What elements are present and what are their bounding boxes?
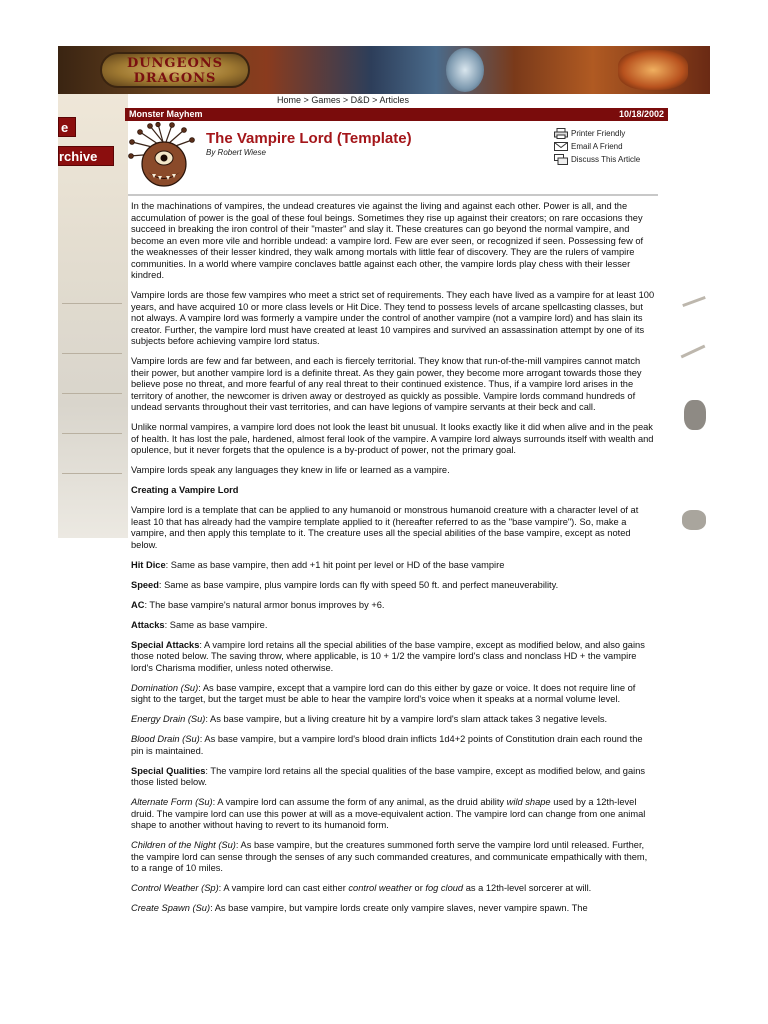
article-date: 10/18/2002 (618, 109, 664, 119)
stat-text: : The base vampire's natural armor bonus improves by +6. (144, 599, 385, 610)
ability-children-night (131, 840, 657, 875)
stat-text: : Same as base vampire. (164, 619, 268, 630)
breadcrumb-dnd-link[interactable]: D&D (350, 95, 370, 105)
stat-text: : Same as base vampire, plus vampire lords can fly with speed 50 ft. and perfect maneuverability. (158, 579, 559, 590)
article-byline: By Robert Wiese (206, 148, 266, 157)
logo-text-top: DUNGEONS (126, 56, 224, 71)
ability-create-spawn (131, 903, 657, 915)
banner-face-art (446, 48, 484, 92)
right-background-art (680, 250, 710, 570)
ability-alternate-form (131, 797, 657, 832)
left-nav-button-home[interactable]: e (58, 117, 76, 137)
creating-heading (131, 485, 657, 497)
ability-domination (131, 683, 657, 706)
section-header-bar (125, 108, 668, 121)
ability-energy-drain (131, 714, 657, 726)
left-nav-button-archive[interactable]: rchive (58, 146, 114, 166)
banner-beast-art (618, 50, 688, 90)
ability-text: : As base vampire, but vampire lords create only vampire slaves, never vampire spawn. The (210, 903, 588, 913)
breadcrumb-separator: > (342, 95, 349, 105)
stat-text: : A vampire lord retains all the special abilities of the base vampire, except as modified below, and also gains those noted below. The saving throw, where applicable, is 10 + 1/2 the vampire lord's class and nonclass HD + the vampire lord's Charisma modifier, unless noted otherwise. (131, 639, 645, 673)
ability-text: : As base vampire, but a vampire lord's blood drain inflicts 1d4+2 points of Constitution drain each round the pin is maintained. (131, 734, 643, 756)
stat-label: Attacks (131, 619, 165, 630)
ability-italic: control weather (348, 883, 412, 893)
stat-label: Special Attacks (131, 639, 200, 650)
article-body (131, 201, 657, 923)
stat-special-qualities (131, 766, 657, 789)
printer-friendly-link[interactable] (554, 128, 640, 141)
creating-paragraph: Vampire lord is a template that can be applied to any humanoid or monstrous humanoid creature with a character level of at least 10 that has already had the vampire template applied to it (hereafter referred to as the "base vampire"). So, make a vampire, and then apply this template to it. The creature uses all the special abilities of the base vampire, except as noted below. (131, 505, 639, 550)
discussion-icon (554, 154, 568, 165)
ability-text: : As base vampire, but a living creature hit by a vampire lord's slam attack takes 3 negative levels. (205, 714, 608, 724)
section-title: Monster Mayhem (129, 109, 203, 119)
ability-text: : As base vampire, except that a vampire lord can do this either by gaze or voice. It does not require line of sight to the target, but the target must be able to hear the vampire lord's voice when it speaks at a normal volume level. (131, 682, 636, 704)
envelope-icon (554, 141, 568, 152)
article-title: The Vampire Lord (Template) (206, 130, 412, 147)
logo-text-bottom: DRAGONS (133, 71, 217, 86)
title-divider (128, 194, 658, 196)
creating-heading-text: Creating a Vampire Lord (131, 485, 239, 495)
article-paragraph: Vampire lords speak any languages they knew in life or learned as a vampire. (131, 465, 450, 475)
ability-label: Alternate Form (Su) (131, 797, 213, 807)
stat-ac (131, 600, 657, 612)
discuss-article-link[interactable] (554, 154, 640, 167)
discuss-article-label[interactable]: Discuss This Article (571, 155, 641, 164)
stat-attacks (131, 620, 657, 632)
article-tools (554, 128, 640, 167)
ability-label: Create Spawn (Su) (131, 903, 211, 913)
article-paragraph: Vampire lords are those few vampires who meet a strict set of requirements. They each have lived as a vampire for at least 100 years, and have acquired 10 or more class levels or Hit Dice. They tend to possess levels of arcane spellcasting classes, but not always. A vampire lord was formerly a vampire under the control of another vampire (not a vampire lord) and has slain its creator. Further, the vampire lord must have created at least 10 vampires and survived an assassination attempt by one of its subjects before achieving vampire lord status. (131, 290, 655, 346)
stat-label: AC (131, 599, 145, 610)
beholder-illustration (128, 122, 198, 192)
ability-text: as a 12th-level sorcerer at will. (463, 883, 592, 893)
ability-label: Control Weather (Sp) (131, 883, 219, 893)
ability-label: Children of the Night (Su) (131, 840, 236, 850)
ability-text: or (411, 883, 426, 893)
breadcrumb-separator: > (372, 95, 378, 105)
breadcrumb-articles-link[interactable]: Articles (379, 95, 409, 105)
stat-hit-dice (131, 560, 657, 572)
site-banner[interactable] (58, 46, 710, 94)
article-paragraph: Unlike normal vampires, a vampire lord does not look the least bit unusual. It looks exactly like it did when alive and in the peak of health. It has lost the pale, hardened, almost feral look of the vampire. A vampire lord always surrounds itself with wealth and opulence, but it never forgets that the opulence is a by-product of power, not the primary goal. (131, 422, 654, 455)
ability-text: : A vampire lord can cast either (218, 883, 349, 893)
stat-text: : The vampire lord retains all the special qualities of the base vampire, except as modified below, and gains those listed below. (131, 765, 646, 787)
stat-speed (131, 580, 657, 592)
ability-italic: wild shape (506, 797, 551, 807)
ability-blood-drain (131, 734, 657, 757)
ability-control-weather (131, 883, 657, 895)
ability-text: used by a 12th-level druid. The vampire lord can use this power at will as a move-equivalent action. The vampire lord can change from one animal shape to another without having to revert to its humanoid form. (131, 797, 646, 830)
breadcrumb-home-link[interactable]: Home (277, 95, 302, 105)
ability-label: Energy Drain (Su) (131, 714, 206, 724)
stat-label: Speed (131, 579, 159, 590)
stat-label: Hit Dice (131, 559, 166, 570)
ability-italic: fog cloud (425, 883, 464, 893)
stat-label: Special Qualities (131, 765, 206, 776)
ability-text: : As base vampire, but the creatures summoned forth serve the vampire lord until released. Further, the vampire lord can sense through the senses of any such commanded creatures, and communicate empathically with them, to a range of 10 miles. (131, 840, 648, 873)
stat-special-attacks (131, 640, 657, 675)
email-friend-label[interactable]: Email A Friend (571, 142, 623, 151)
stat-text: : Same as base vampire, then add +1 hit point per level or HD of the base vampire (165, 559, 505, 570)
dnd-logo[interactable] (100, 52, 250, 88)
email-friend-link[interactable] (554, 141, 640, 154)
breadcrumb (277, 95, 409, 105)
ability-label: Blood Drain (Su) (131, 734, 200, 744)
printer-friendly-label[interactable]: Printer Friendly (571, 129, 626, 138)
article-paragraph: Vampire lords are few and far between, and each is fiercely territorial. They know that run-of-the-mill vampires cannot match their power, but another vampire lord is a definite threat. As they gain power, they become more arrogant towards those they believe pose no threat, and more fearful of any real threat to their continued existence. Thus, if a vampire lord arises in the territory of another, the newcomer is driven away or destroyed as quickly as possible. Vampire lords command hundreds of undead servants throughout their vast territories, and can have legions of vampire servants at their beck and call. (131, 356, 642, 412)
printer-icon (554, 128, 568, 139)
ability-label: Domination (Su) (131, 682, 199, 693)
ability-text: : A vampire lord can assume the form of any animal, as the druid ability (212, 797, 507, 807)
breadcrumb-games-link[interactable]: Games (311, 95, 341, 105)
breadcrumb-separator: > (303, 95, 309, 105)
article-paragraph: In the machinations of vampires, the undead creatures vie against the living and against each other. Power is all, and the accumulation of power is the goal of these foul beings. Sometimes they rise up against their creators; on rare occasions they succeed in breaking the iron control of their "master" and slay it. These creatures can go beyond the normal vampire, and become an even more vile and horrible undead: a vampire lord. Few are ever seen, or recognized if seen. Possessing few of the weaknesses of their lesser kindred, they walk among mortals with little fear of discovery. They are the rulers of vampire communities. In a world where vampire conclaves battle against each other, the vampire lords play chess with their lesser kindred. (131, 201, 644, 280)
